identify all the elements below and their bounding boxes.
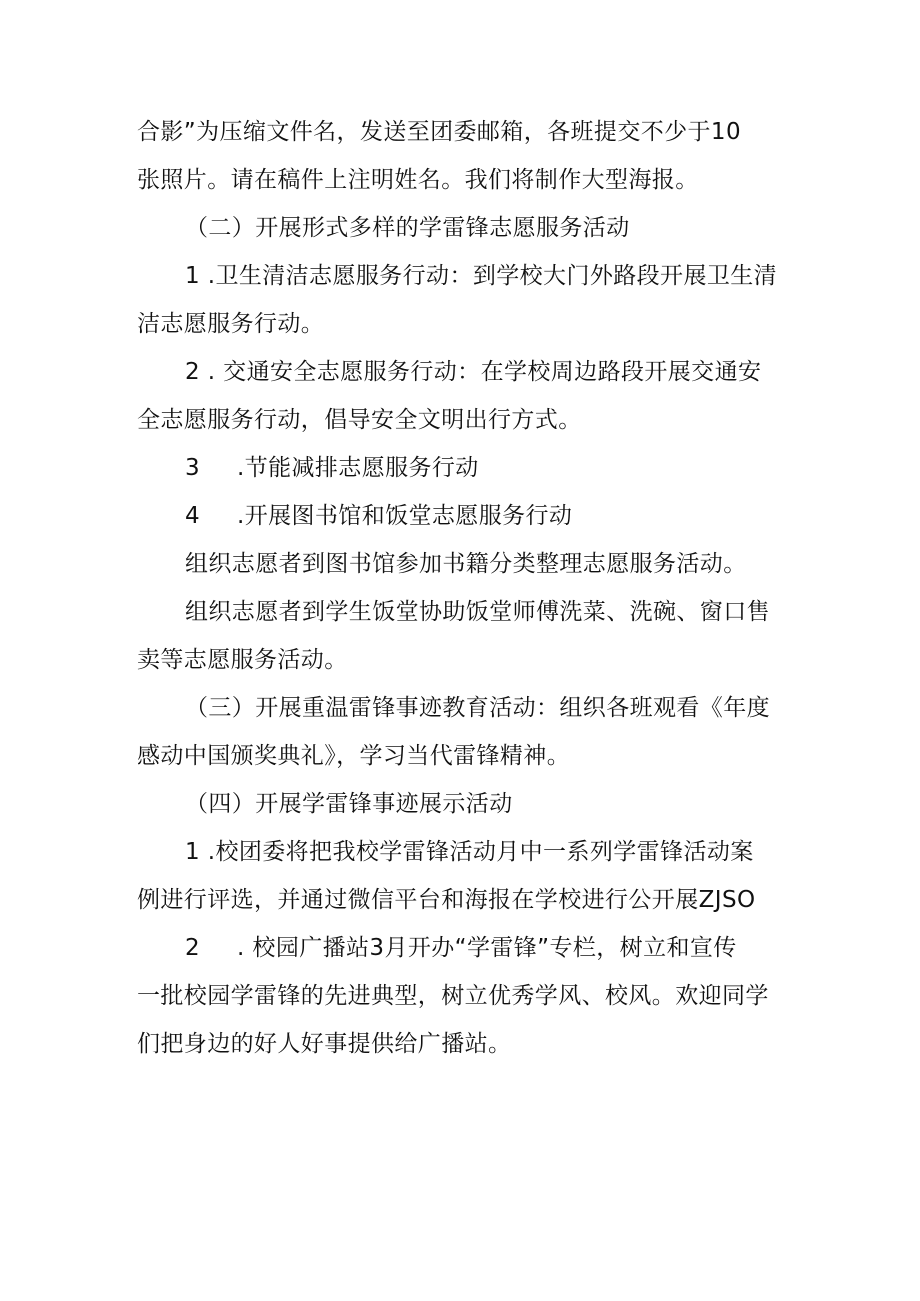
text-line: 1 .校团委将把我校学雷锋活动月中一系列学雷锋活动案 bbox=[185, 839, 754, 865]
paragraph-item-4 bbox=[137, 492, 797, 540]
paragraph-showcase-2 bbox=[137, 924, 797, 1068]
section-heading-3 bbox=[137, 684, 797, 780]
text-line: 感动中国颁奖典礼》，学习当代雷锋精神。 bbox=[137, 743, 571, 769]
item-text: .开展图书馆和饭堂志愿服务行动 bbox=[237, 503, 573, 529]
text-line: 洁志愿服务行动。 bbox=[137, 311, 325, 337]
section-heading-2 bbox=[137, 204, 797, 252]
text-line: 卖等志愿服务活动。 bbox=[137, 647, 348, 673]
section-heading-text: （四）开展学雷锋事迹展示活动 bbox=[185, 791, 513, 817]
item-number: 3 bbox=[185, 455, 201, 481]
text-line: 组织志愿者到图书馆参加书籍分类整理志愿服务活动。 bbox=[185, 551, 747, 577]
item-number: 2 bbox=[185, 935, 201, 961]
item-text: . 校园广播站3月开办“学雷锋”专栏，树立和宣传 bbox=[237, 935, 737, 961]
text-line: 全志愿服务行动，倡导安全文明出行方式。 bbox=[137, 407, 582, 433]
paragraph-item-2 bbox=[137, 348, 797, 444]
paragraph-library bbox=[137, 540, 797, 588]
item-text: .节能减排志愿服务行动 bbox=[237, 455, 479, 481]
paragraph-canteen bbox=[137, 588, 797, 684]
text-line bbox=[137, 924, 797, 972]
text-line: 组织志愿者到学生饭堂协助饭堂师傅洗菜、洗碗、窗口售 bbox=[185, 599, 770, 625]
text-line: 一批校园学雷锋的先进典型，树立优秀学风、校风。欢迎同学 bbox=[137, 983, 769, 1009]
section-heading-4 bbox=[137, 780, 797, 828]
text-line: （三）开展重温雷锋事迹教育活动：组织各班观看《年度 bbox=[185, 695, 770, 721]
section-heading-text: （二）开展形式多样的学雷锋志愿服务活动 bbox=[185, 215, 630, 241]
text-line: 们把身边的好人好事提供给广播站。 bbox=[137, 1031, 512, 1057]
text-line: 合影”为压缩文件名，发送至团委邮箱，各班提交不少于10 bbox=[137, 119, 741, 145]
paragraph-showcase-1 bbox=[137, 828, 797, 924]
text-line bbox=[137, 444, 797, 492]
paragraph-item-1 bbox=[137, 252, 797, 348]
text-line bbox=[137, 492, 797, 540]
text-line: 张照片。请在稿件上注明姓名。我们将制作大型海报。 bbox=[137, 167, 699, 193]
paragraph-photo-submission bbox=[137, 108, 797, 204]
text-line: 1 .卫生清洁志愿服务行动：到学校大门外路段开展卫生清 bbox=[185, 263, 778, 289]
text-line: 例进行评选，并通过微信平台和海报在学校进行公开展ZJSO bbox=[137, 887, 756, 913]
document-body bbox=[137, 108, 797, 1068]
item-number: 4 bbox=[185, 503, 201, 529]
text-line: 2 . 交通安全志愿服务行动：在学校周边路段开展交通安 bbox=[185, 359, 762, 385]
paragraph-item-3 bbox=[137, 444, 797, 492]
